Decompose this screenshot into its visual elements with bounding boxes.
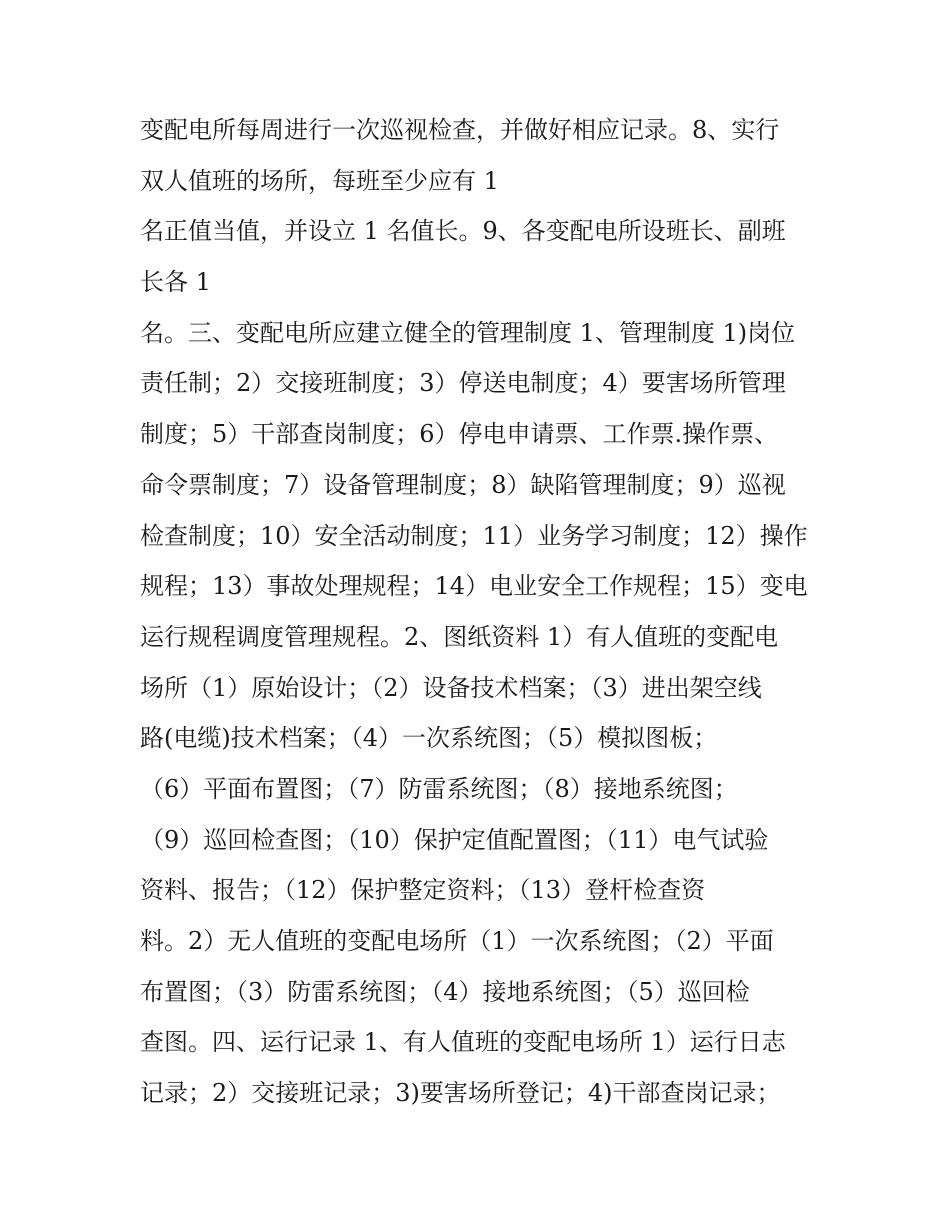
text-line: （6）平面布置图；（7）防雷系统图；（8）接地系统图； (140, 774, 738, 803)
text-line: 命令票制度；7）设备管理制度；8）缺陷管理制度；9）巡视 (140, 470, 786, 499)
text-line: 资料、报告；（12）保护整定资料；（13）登杆检查资 (140, 876, 706, 905)
text-line: 双人值班的场所，每班至少应有 1 (140, 166, 499, 195)
text-line: 场所（1）原始设计；（2）设备技术档案；（3）进出架空线 (140, 673, 762, 702)
text-line: 布置图；（3）防雷系统图；（4）接地系统图；（5）巡回检 (140, 977, 750, 1006)
text-line: 责任制；2）交接班制度；3）停送电制度；4）要害场所管理 (140, 369, 786, 398)
text-line: 查图。四、运行记录 1、有人值班的变配电场所 1）运行日志 (140, 1028, 786, 1057)
text-line: 名。三、变配电所应建立健全的管理制度 1、管理制度 1)岗位 (140, 318, 796, 347)
text-line: 记录；2）交接班记录；3)要害场所登记；4)干部查岗记录； (140, 1079, 781, 1108)
text-line: 路(电缆)技术档案；（4）一次系统图；（5）模拟图板； (140, 724, 718, 753)
text-line: 检查制度；10）安全活动制度；11）业务学习制度；12）操作 (140, 521, 808, 550)
text-line: 长各 1 (140, 268, 211, 297)
text-line: 制度；5）干部查岗制度；6）停电申请票、工作票.操作票、 (140, 420, 779, 449)
text-line: 名正值当值，并设立 1 名值长。9、各变配电所设班长、副班 (140, 217, 786, 246)
text-line: （9）巡回检查图；（10）保护定值配置图；（11）电气试验 (140, 825, 769, 854)
text-line: 料。2）无人值班的变配电场所（1）一次系统图；（2）平面 (140, 927, 774, 955)
text-line: 变配电所每周进行一次巡视检查，并做好相应记录。8、实行 (140, 116, 780, 144)
text-line: 运行规程调度管理规程。2、图纸资料 1）有人值班的变配电 (140, 622, 779, 651)
text-line: 规程；13）事故处理规程；14）电业安全工作规程；15）变电 (140, 572, 808, 601)
document-body (140, 105, 810, 1119)
